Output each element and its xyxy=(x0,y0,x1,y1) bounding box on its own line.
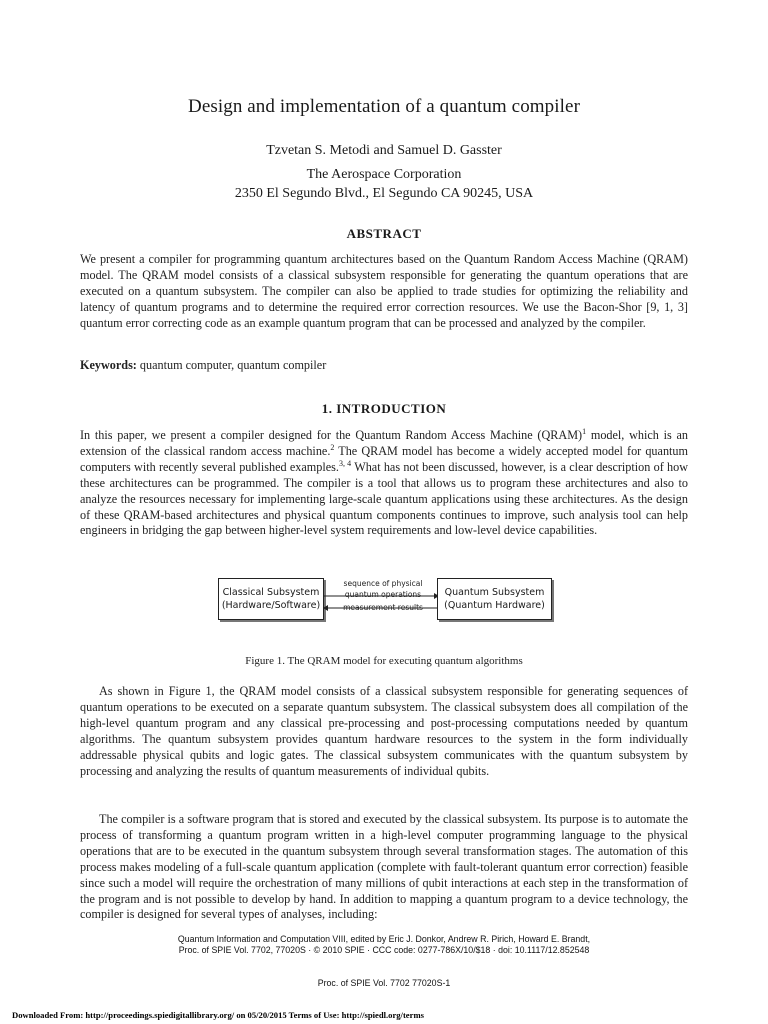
arrow-label: sequence of physical xyxy=(343,579,423,588)
box-label: (Hardware/Software) xyxy=(221,600,321,611)
keywords-text: quantum computer, quantum compiler xyxy=(136,358,327,372)
citation-sup: 3, 4 xyxy=(338,458,352,468)
box-label: Classical Subsystem xyxy=(222,587,320,598)
intro-text-a: In this paper, we present a compiler designed for the Quantum Random Access Machine (QRAM) xyxy=(80,428,583,442)
classical-subsystem-box xyxy=(218,578,324,620)
citation-sup: 1 xyxy=(582,426,587,436)
address: 2350 El Segundo Blvd., El Segundo CA 90245, USA xyxy=(234,186,534,201)
citation-line: Quantum Information and Computation VIII, edited by Eric J. Donkor, Andrew R. Pirich, Howard E. Brandt, xyxy=(177,934,591,944)
introduction-heading: 1. INTRODUCTION xyxy=(321,401,447,416)
figure-1-diagram xyxy=(0,572,768,632)
intro-text-c: The QRAM model has become a widely accepted model for quantum computers with recently several published examples. xyxy=(80,443,688,474)
intro-text-b: model, which is an extension of the classical random access machine. xyxy=(80,428,688,458)
arrow-label: quantum operations xyxy=(344,590,422,599)
page-number: Proc. of SPIE Vol. 7702 77020S-1 xyxy=(317,978,451,988)
box-label: Quantum Subsystem xyxy=(444,587,545,598)
intro-paragraph-1 xyxy=(80,428,688,539)
quantum-subsystem-box xyxy=(437,578,552,620)
figure-caption: Figure 1. The QRAM model for executing quantum algorithms xyxy=(245,655,523,667)
abstract-heading: ABSTRACT xyxy=(346,226,422,241)
keywords xyxy=(80,358,688,374)
keywords-label: Keywords: xyxy=(80,358,137,372)
abstract-text: We present a compiler for programming quantum architectures based on the Quantum Random Access Machine (QRAM) model. The QRAM model consists of a classical subsystem responsible for generating the quantum operations that are executed on a quantum subsystem. The compiler can also be applied to trade studies for optimizing the reliability and latency of quantum programs and to determine the required error correction resources. We use the Bacon-Shor [9, 1, 3] quantum error correcting code as an example quantum program that can be processed and analyzed by the compiler. xyxy=(80,252,688,330)
download-note: Downloaded From: http://proceedings.spiedigitallibrary.org/ on 05/20/2015 Terms of Use: http://spiedl.org/terms xyxy=(12,1010,424,1020)
citation-sup: 2 xyxy=(330,442,335,452)
authors: Tzvetan S. Metodi and Samuel D. Gasster xyxy=(266,143,502,158)
arrow-label: measurement results xyxy=(343,603,423,612)
intro-paragraph-2: As shown in Figure 1, the QRAM model consists of a classical subsystem responsible for generating sequences of quantum operations to be executed on a separate quantum subsystem. The classical subsystem does all compilation of the high-level quantum program and any classical pre-processing and post-processing computations needed by quantum algorithms. The quantum subsystem provides quantum hardware resources to the system in the form individually addressable physical qubits and logic gates. The classical subsystem communicates with the quantum subsystem by processing and analyzing the results of quantum measurements of individual qubits. xyxy=(80,684,688,778)
intro-paragraph-3: The compiler is a software program that is stored and executed by the classical subsystem. Its purpose is to automate the process of transforming a quantum program written in a high-level computer programming language to the physical operations that are to be executed in the quantum subsystem through several transformation stages. The automation of this process makes modeling of a full-scale quantum application (complete with fault-tolerant quantum error correction) feasible since such a model will require the orchestration of many millions of qubit interactions at each step in the transformation of the program and is not possible to develop by hand. In addition to mapping a quantum program to a device technology, the compiler is designed for several types of analyses, including: xyxy=(80,812,688,922)
paper-title: Design and implementation of a quantum compiler xyxy=(188,96,580,117)
box-label: (Quantum Hardware) xyxy=(444,600,545,611)
citation-line: Proc. of SPIE Vol. 7702, 77020S · © 2010 SPIE · CCC code: 0277-786X/10/$18 · doi: 10.1117/12.852548 xyxy=(178,945,590,955)
intro-text-d: What has not been discussed, however, is a clear description of how these architectures can be programmed. The compiler is a tool that allows us to program these architectures and also to analyze the resources necessary for implementing large-scale quantum applications using these architectures. As the design of these QRAM-based architectures and physical quantum components continues to improve, such analysis tool can help engineers in bridging the gap between higher-level system requirements and low-level device capabilities. xyxy=(80,459,689,538)
affiliation: The Aerospace Corporation xyxy=(306,167,462,182)
